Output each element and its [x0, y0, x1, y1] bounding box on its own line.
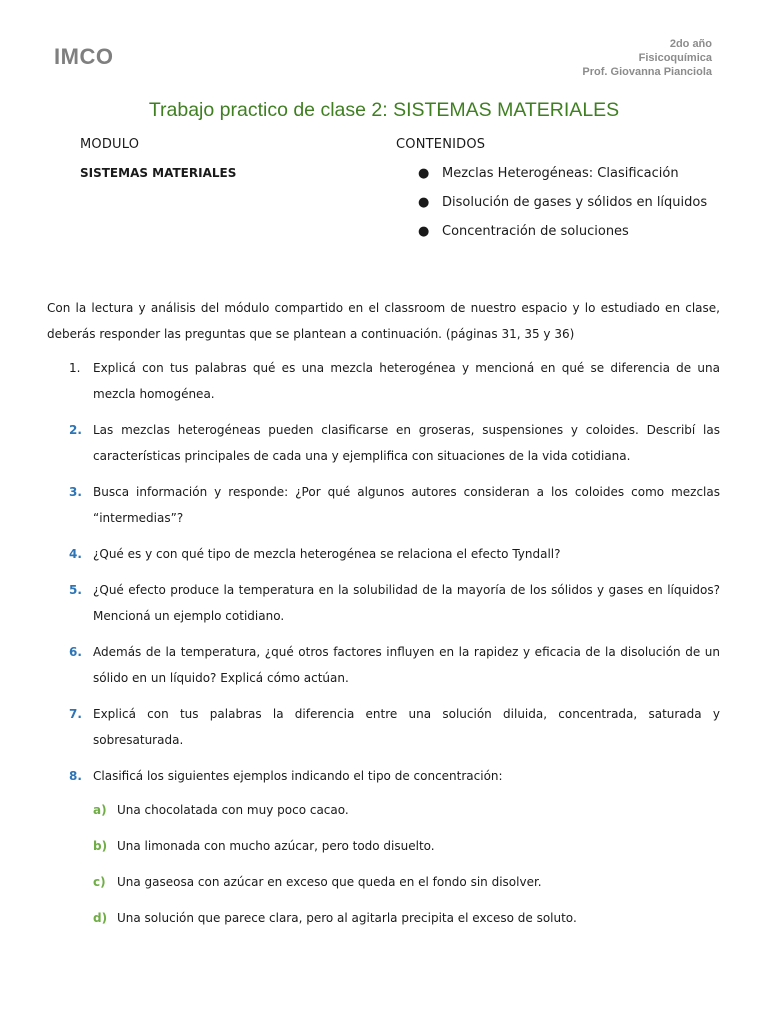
- contenidos-item-text: Concentración de soluciones: [442, 224, 629, 239]
- modulo-heading: MODULO: [80, 137, 140, 152]
- question-item: [47, 639, 720, 691]
- question-text: Explicá con tus palabras la diferencia entre una solución diluida, concentrada, saturada y sobresaturada.: [93, 707, 720, 747]
- question-item: [47, 355, 720, 407]
- contenidos-item-text: Mezclas Heterogéneas: Clasificación: [442, 166, 679, 181]
- question-text: Las mezclas heterogéneas pueden clasificarse en groseras, suspensiones y coloides. Describí las características principales de cada una y ejemplifica con situaciones de la vida cotidiana.: [93, 423, 720, 463]
- question-item: [47, 479, 720, 531]
- subitem: [93, 905, 720, 931]
- bullet-icon: ●: [418, 195, 430, 210]
- subitem-text: Una solución que parece clara, pero al agitarla precipita el exceso de soluto.: [117, 911, 577, 925]
- question-text: ¿Qué es y con qué tipo de mezcla heterogénea se relaciona el efecto Tyndall?: [93, 547, 561, 561]
- question-number: 1.: [69, 361, 81, 375]
- subitem-letter: b): [93, 839, 108, 853]
- subitem: [93, 833, 720, 859]
- subitem-letter: a): [93, 803, 107, 817]
- contenidos-item: [418, 165, 707, 194]
- intro-paragraph: Con la lectura y análisis del módulo compartido en el classroom de nuestro espacio y lo estudiado en clase, deberás responder las preguntas que se plantean a continuación. (páginas 31, 35 y 36): [47, 301, 720, 341]
- contenidos-item: [418, 194, 707, 223]
- question-item: [47, 701, 720, 753]
- modulo-name: SISTEMAS MATERIALES: [80, 166, 237, 180]
- contenidos-item: [418, 223, 707, 252]
- question-item: [47, 541, 720, 567]
- subitem: [93, 797, 720, 823]
- page-title: Trabajo practico de clase 2: SISTEMAS MATERIALES: [148, 99, 620, 121]
- question-number: 7.: [69, 707, 82, 721]
- question-number: 5.: [69, 583, 82, 597]
- question-number: 8.: [69, 769, 82, 783]
- subitem-text: Una gaseosa con azúcar en exceso que queda en el fondo sin disolver.: [117, 875, 542, 889]
- question-item: [47, 763, 720, 931]
- contenidos-heading: CONTENIDOS: [396, 137, 486, 152]
- question-text: Explicá con tus palabras qué es una mezcla heterogénea y mencioná en qué se diferencia de una mezcla homogénea.: [93, 361, 720, 401]
- bullet-icon: ●: [418, 224, 430, 239]
- question-item: [47, 577, 720, 629]
- header-info: [582, 37, 712, 79]
- subitems-list: [93, 797, 720, 931]
- contenidos-list: [418, 165, 707, 252]
- question-number: 6.: [69, 645, 82, 659]
- question-text: Busca información y responde: ¿Por qué algunos autores consideran a los coloides como mezclas “intermedias”?: [93, 485, 720, 525]
- question-text: ¿Qué efecto produce la temperatura en la solubilidad de la mayoría de los sólidos y gases en líquidos? Mencioná un ejemplo cotidiano.: [93, 583, 720, 623]
- header-subject: Fisicoquímica: [638, 52, 712, 64]
- question-number: 4.: [69, 547, 82, 561]
- question-item: [47, 417, 720, 469]
- subitem-letter: c): [93, 875, 106, 889]
- questions-list: [47, 355, 720, 941]
- subitem: [93, 869, 720, 895]
- subitem-letter: d): [93, 911, 108, 925]
- question-text: Además de la temperatura, ¿qué otros factores influyen en la rapidez y eficacia de la disolución de un sólido en un líquido? Explicá cómo actúan.: [93, 645, 720, 685]
- header-year: 2do año: [669, 38, 712, 50]
- question-number: 3.: [69, 485, 82, 499]
- subitem-text: Una chocolatada con muy poco cacao.: [117, 803, 349, 817]
- subitem-text: Una limonada con mucho azúcar, pero todo disuelto.: [117, 839, 435, 853]
- contenidos-item-text: Disolución de gases y sólidos en líquidos: [442, 195, 708, 210]
- question-text: Clasificá los siguientes ejemplos indicando el tipo de concentración:: [93, 769, 503, 783]
- header-teacher: Prof. Giovanna Pianciola: [582, 66, 712, 78]
- question-number: 2.: [69, 423, 82, 437]
- logo: IMCO: [54, 44, 114, 69]
- bullet-icon: ●: [418, 166, 430, 181]
